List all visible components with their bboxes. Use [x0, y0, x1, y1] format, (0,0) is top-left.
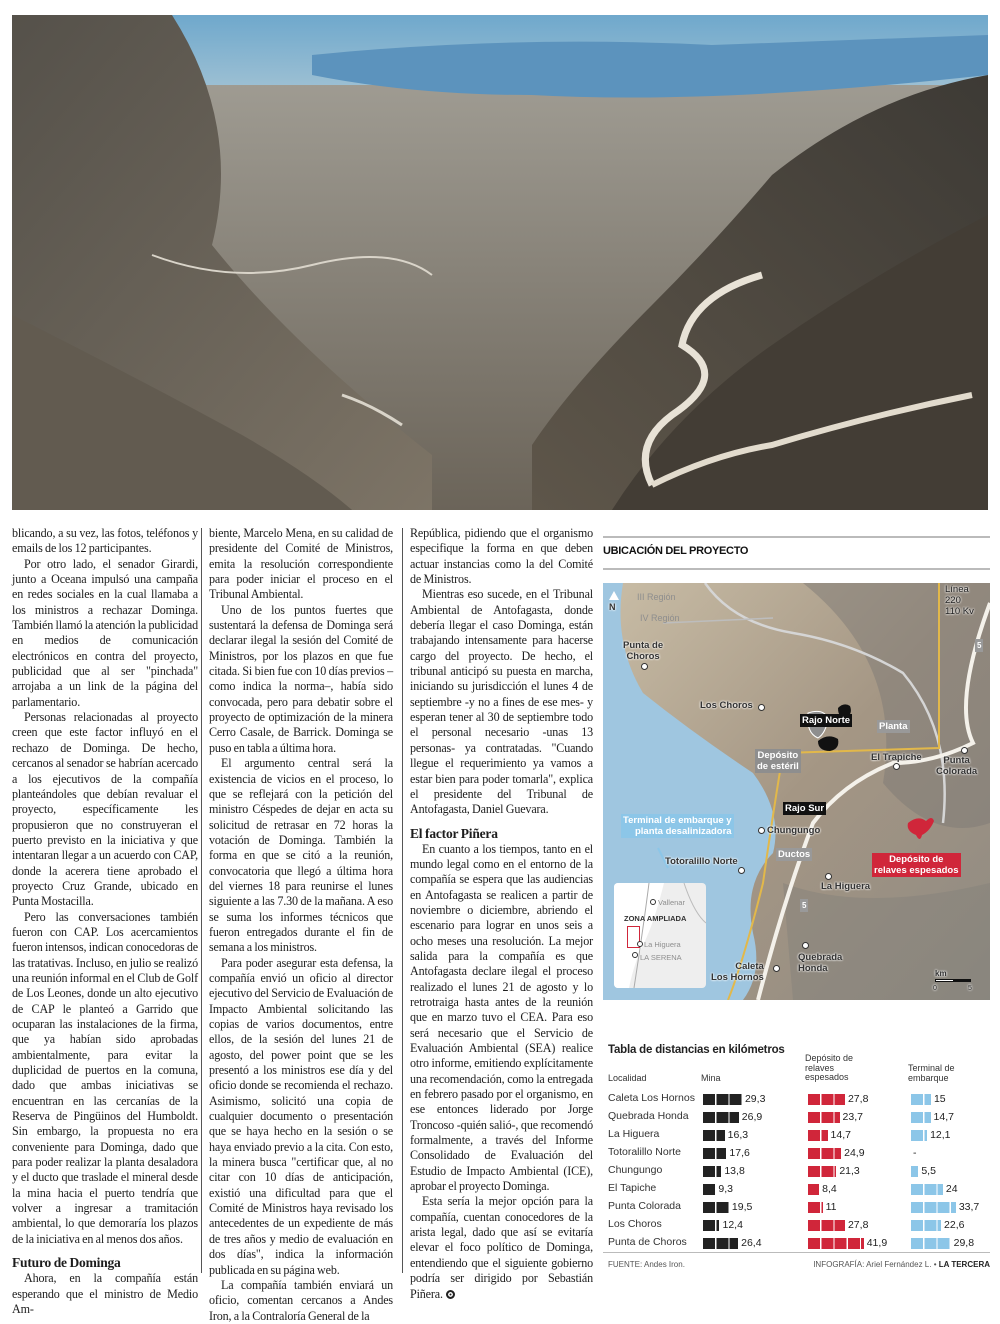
route-5-sign: 5	[977, 641, 982, 650]
inset-vallenar: Vallenar	[658, 898, 685, 907]
localidad-cell: Caleta Los Hornos	[608, 1092, 695, 1104]
terminal-bar	[911, 1112, 931, 1123]
article-column-1	[12, 526, 198, 1317]
deposito-cell	[808, 1165, 860, 1177]
table-row	[608, 1145, 988, 1160]
credit-brand: LA TERCERA	[938, 1260, 990, 1269]
deposito-value: 27,8	[847, 1093, 869, 1105]
label: de estéril	[757, 761, 799, 772]
infographic	[603, 536, 990, 1276]
label: Punta	[943, 755, 970, 766]
deposito-cell	[808, 1183, 837, 1195]
inset-la-higuera: La Higuera	[644, 940, 681, 949]
paragraph: La compañía también enviará un oficio, comentan cercanos a Andes Iron, a la Contraloría General de la	[209, 1277, 393, 1323]
power-line-label-1: Línea	[945, 584, 969, 595]
paragraph: Ahora, en la compañía están esperando que el ministro de Medio Am-	[12, 1271, 198, 1316]
town-marker	[802, 942, 809, 949]
label: Los Hornos	[711, 972, 764, 983]
column-divider	[201, 528, 202, 1273]
terminal-value: 33,7	[958, 1201, 980, 1213]
mina-cell	[703, 1219, 743, 1231]
label: Terminal de embarque y	[623, 815, 732, 826]
label: Choros	[626, 651, 660, 662]
inset-zona-ampliada: ZONA AMPLIADA	[624, 914, 687, 923]
paragraph: blicando, a su vez, las fotos, teléfonos y emails de los 12 participantes.	[12, 526, 198, 556]
header-deposito: Depósito de relaves espesados	[805, 1053, 854, 1082]
town-marker	[738, 867, 745, 874]
mina-cell	[703, 1237, 762, 1249]
paragraph: Personas relacionadas al proyecto creen que este factor influyó en el rechazo de Dominga. De hecho, cercanos al senador se habrían acercado a los ejecutivos de la compañía planteándoles que debían revaluar el proyecto, específicamente les propusieron que no construyeran el puerto previsto en la iniciativa y que intentaran llegar a un acuerdo con CAP, donde la acerera tiene aprobado el proyecto Cruz Grande, ubicado en Punta Mostacilla.	[12, 710, 198, 909]
deposito-cell	[808, 1129, 851, 1141]
paragraph: Por otro lado, el senador Girardi, junto a Oceana impulsó una campaña en redes sociales en la cual llamaba a los ministros a rechazar Dominga. También llamó la atención la publicidad en medios de comunicación electrónicos en contra del proyecto, publicidad que al ser "pinchada" arrojaba a un link de la página del parlamentario.	[12, 556, 198, 709]
place-punta-colorada	[936, 755, 977, 777]
paragraph: biente, Marcelo Mena, en su calidad de presidente del Comité de Ministros, emita la resolución correspondiente para poder iniciar el proceso en el Tribunal Ambiental.	[209, 526, 393, 602]
mina-cell	[703, 1201, 752, 1213]
table-row	[608, 1127, 988, 1142]
deposito-bar	[808, 1166, 836, 1177]
terminal-value: 29,8	[953, 1237, 975, 1249]
paragraph: Uno de los puntos fuertes que sustentará la defensa de Dominga será declarar ilegal la sesión del Comité de Ministros, por los plazos en que fue citada. Si bien fue con 10 días previos –como indica la norma–, había sido convocada, pero para debatir sobre el proyecto de optimización de la minera Cerro Casale, de Barrick. Dominga se puso en tabla a última hora.	[209, 602, 393, 755]
terminal-cell	[911, 1237, 974, 1249]
deposito-bar	[808, 1238, 864, 1249]
terminal-bar	[911, 1130, 927, 1141]
scale-max: 5	[968, 985, 972, 992]
terminal-cell	[911, 1165, 936, 1177]
paragraph: El argumento central será la existencia de vicios en el proceso, lo que se reflejará con la petición del ministro Céspedes de dejar en acta su solicitud de retrasar en 72 horas la votación de Dominga. También la forma en que se citó a la reunión, convocatoria que llegó a última hora del viernes 18 para reunirse el lunes siguiente a las 7.30 de la mañana. A eso se suma los informes técnicos que fueron entregados durante el fin de semana a los ministros.	[209, 756, 393, 955]
localidad-cell: El Tapiche	[608, 1182, 657, 1194]
table-row	[608, 1163, 988, 1178]
source-note: FUENTE: Andes Iron.	[608, 1260, 685, 1269]
place-chungungo: Chungungo	[767, 825, 821, 836]
deposito-value: 11	[825, 1201, 837, 1213]
mina-value: 26,9	[741, 1111, 763, 1123]
paragraph: Para poder asegurar esta defensa, la compañía envió un oficio al director ejecutivo del Servicio de Evaluación de Impacto Ambiental solicitando las copias de varios documentos, entre ellos, de la sesión del lunes 21 de agosto, del power point que se les presentó a los ministros ese día y del oficio donde se recomienda el rechazo. Asimismo, solicitó una copia de cualquier documento o presentación que se haya hecho en la sesión o se haya enviado previo a la cita. Con esto, la minera busca "certificar que, al no citar con 10 días de anticipación, existió una dificultad para que el Comité de Ministros haya revisado los antecedentes de un expediente de más de tres años y medio de evaluación en dos días", indica la información publicada en su página web.	[209, 955, 393, 1277]
paragraph: Esta sería la mejor opción para la compañía, cuentan conocedores de la arista legal, dado que así se evitaría elevar el foco político de Dominga, entendiendo que el siguiente gobierno podría ser dirigido por Sebastián Piñera.	[410, 1194, 593, 1301]
mina-bar	[703, 1220, 719, 1231]
deposito-bar	[808, 1130, 828, 1141]
deposito-bar	[808, 1202, 823, 1213]
terminal-cell	[911, 1219, 964, 1231]
mina-cell	[703, 1147, 750, 1159]
label: relaves espesados	[874, 865, 959, 876]
town-marker	[758, 704, 765, 711]
terminal-value: 22,6	[944, 1219, 965, 1231]
terminal-cell	[911, 1183, 958, 1195]
subheading-futuro-de-dominga: Futuro de Dominga	[12, 1255, 121, 1271]
header-localidad: Localidad	[608, 1073, 647, 1083]
label: Depósito	[757, 750, 799, 761]
feature-rajo-sur: Rajo Sur	[785, 803, 825, 814]
place-quebrada-honda	[798, 952, 842, 974]
region-iii-label: III Región	[637, 592, 676, 602]
terminal-value: -	[913, 1147, 917, 1159]
deposito-bar	[808, 1112, 840, 1123]
town-marker	[825, 873, 832, 880]
town-marker	[632, 952, 638, 958]
inset-la-serena: LA SERENA	[640, 953, 682, 962]
deposito-value: 8,4	[822, 1183, 837, 1195]
terminal-value: 15	[933, 1093, 946, 1105]
mina-cell	[703, 1183, 733, 1195]
article-column-3	[410, 526, 593, 1302]
mina-cell	[703, 1165, 745, 1177]
terminal-value: 24	[945, 1183, 958, 1195]
terminal-cell	[911, 1147, 917, 1159]
power-line-label-3: 110 Kv	[945, 606, 974, 617]
region-iv-label: IV Región	[640, 613, 680, 623]
feature-deposito-esteril	[755, 749, 801, 773]
deposito-cell	[808, 1237, 887, 1249]
terminal-bar	[911, 1202, 956, 1213]
feature-deposito-relaves	[872, 853, 961, 877]
place-la-higuera: La Higuera	[821, 881, 871, 892]
localidad-cell: La Higuera	[608, 1128, 660, 1140]
terminal-bar	[911, 1220, 941, 1231]
label: Honda	[798, 963, 828, 974]
north-label: N	[609, 602, 616, 612]
place-punta-de-choros	[623, 640, 663, 662]
deposito-value: 24,9	[844, 1147, 865, 1159]
place-los-choros: Los Choros	[700, 700, 753, 711]
town-marker	[758, 827, 765, 834]
paragraph: En cuanto a los tiempos, tanto en el mundo legal como en el entorno de la compañía se espera que las audiencias en Antofagasta se realicen a partir de noviembre o diciembre, abriendo el escenario para lograr en unos seis a ocho meses una resolución. La mejor salida para la compañía es que Antofagasta declare ilegal el proceso realizado el lunes 21 de agosto y lo retrotraiga hasta antes de la reunión que en marzo tuvo el CEA. Para eso será necesario que el Servicio de Evaluación Ambiental (SEA) realice otro informe, emitiendo explícitamente una recomendación, como la entregada en febrero pasado por el organismo, en ese entonces liderado por Jorge Troncoso -quién salió-, que recomendó formalmente, a través del Informe Consolidado de Evaluación del Estudio de Impacto Ambiental (ICE), aprobar el proyecto Dominga.	[410, 841, 593, 1194]
localidad-cell: Punta de Choros	[608, 1236, 687, 1248]
credit-note	[813, 1260, 990, 1269]
label: planta desalinizadora	[634, 826, 732, 837]
label: Colorada	[936, 766, 978, 777]
label: Caleta	[735, 961, 764, 972]
deposito-bar	[808, 1094, 845, 1105]
mina-bar	[703, 1166, 721, 1177]
table-row	[608, 1199, 988, 1214]
town-marker	[641, 663, 648, 670]
mina-cell	[703, 1129, 748, 1141]
mina-cell	[703, 1093, 765, 1105]
valley-photo	[12, 15, 988, 510]
mina-bar	[703, 1130, 725, 1141]
mina-value: 26,4	[741, 1237, 762, 1249]
label: Quebrada	[798, 952, 843, 963]
article-column-2	[209, 526, 393, 1324]
table-row	[608, 1217, 988, 1232]
mina-value: 19,5	[731, 1201, 753, 1213]
terminal-cell	[911, 1129, 951, 1141]
deposito-value: 27,8	[847, 1219, 869, 1231]
distance-table-title: Tabla de distancias en kilómetros	[608, 1044, 785, 1056]
infographic-title: UBICACIÓN DEL PROYECTO	[603, 545, 749, 557]
deposito-cell	[808, 1093, 868, 1105]
mina-bar	[703, 1184, 715, 1195]
deposito-cell	[808, 1147, 865, 1159]
localidad-cell: Chungungo	[608, 1164, 663, 1176]
scale-min: 0	[933, 985, 937, 992]
mina-value: 16,3	[727, 1129, 749, 1141]
mina-value: 9,3	[718, 1183, 733, 1195]
power-line-label-2: 220	[945, 595, 961, 606]
feature-ductos: Ductos	[778, 849, 811, 860]
divider	[603, 536, 990, 538]
label: Punta de	[623, 640, 664, 651]
town-marker	[650, 899, 656, 905]
place-caleta-los-hornos	[711, 961, 764, 983]
scale-unit: km	[935, 969, 947, 978]
paragraph: Mientras eso sucede, en el Tribunal Ambiental de Antofagasta, donde debería llegar el caso Dominga, están trabajando intensamente para hacerse cargo del proyecto. De hecho, el tribunal anticipó su puesta en marcha, iniciando su jurisdicción el lunes 4 de septiembre -y no a fines de ese mes- y esperan tener al 30 de septiembre todo el personal necesario -unas 13 personas- ya contratadas. "Cuando llegue el requerimiento ya vamos a estar bien para poder tomarla", explica el presidente del Tribunal de Antofagasta, Daniel Guevara.	[410, 587, 593, 817]
column-divider	[402, 528, 403, 1273]
feature-terminal-embarque	[621, 814, 734, 838]
subheading-el-factor-pinera: El factor Piñera	[410, 825, 498, 841]
mina-bar	[703, 1112, 739, 1123]
deposito-cell	[808, 1201, 837, 1213]
deposito-cell	[808, 1219, 868, 1231]
paragraph: Pero las conversaciones también fueron con CAP. Los acercamientos fueron intensos, indican conocedoras de las tratativas. Incluso, en julio se realizó una reunión informal en el Club de Golf de Los Leones, donde un alto ejecutivo de CAP le planteó a Garrido que ocuparan las instalaciones de la firma, que ya habían sido aprobadas ambientalmente, para evitar la duplicidad de puertos en la comuna, dado que ambas iniciativas se encuentran en las cercanías de la Reserva de Pingüinos del Humboldt. Sin embargo, la propuesta no era conveniente para Dominga, dado que para poder realizar la planta desaladora y el ducto que traslade el mineral desde la mina hacia el puerto tendría que volver a ingresar a tramitación ambiental, lo que demoraría los plazos de la iniciativa en al menos dos años.	[12, 909, 198, 1246]
mina-cell	[703, 1111, 762, 1123]
table-row	[608, 1181, 988, 1196]
divider	[603, 1252, 990, 1253]
paragraph: República, pidiendo que el organismo especifique la forma en que deben actuar instancias como la del Comité de Ministros.	[410, 526, 593, 587]
feature-rajo-norte: Rajo Norte	[802, 715, 851, 726]
divider	[603, 568, 990, 570]
terminal-cell	[911, 1111, 954, 1123]
deposito-bar	[808, 1184, 819, 1195]
localidad-cell: Quebrada Honda	[608, 1110, 689, 1122]
mina-value: 12,4	[722, 1219, 743, 1231]
mina-bar	[703, 1094, 742, 1105]
locator-inset-map	[614, 883, 706, 988]
town-marker	[773, 965, 780, 972]
header-mina: Mina	[701, 1073, 721, 1083]
table-row	[608, 1235, 988, 1250]
project-location-map	[603, 583, 990, 1000]
mina-value: 13,8	[724, 1165, 745, 1177]
deposito-value: 21,3	[839, 1165, 860, 1177]
mina-bar	[703, 1148, 726, 1159]
mina-bar	[703, 1238, 738, 1249]
town-marker	[961, 747, 968, 754]
place-totoralillo-norte: Totoralillo Norte	[665, 856, 738, 867]
north-arrow-icon	[609, 591, 619, 600]
label: Depósito de	[889, 854, 944, 865]
town-marker	[893, 763, 900, 770]
table-row	[608, 1109, 988, 1124]
credit-author: INFOGRAFÍA: Ariel Fernández L. •	[813, 1260, 937, 1269]
scale-ruler	[935, 979, 971, 982]
place-el-trapiche: El Trapiche	[871, 752, 922, 763]
feature-planta: Planta	[879, 721, 908, 732]
terminal-bar	[911, 1166, 918, 1177]
deposito-cell	[808, 1111, 863, 1123]
table-row	[608, 1091, 988, 1106]
power-line-label	[945, 584, 974, 617]
mountain-valley-image	[12, 15, 988, 510]
terminal-value: 12,1	[930, 1129, 951, 1141]
mina-value: 17,6	[729, 1147, 750, 1159]
terminal-bar	[911, 1238, 951, 1249]
deposito-bar	[808, 1148, 841, 1159]
terminal-value: 14,7	[933, 1111, 954, 1123]
deposito-value: 41,9	[866, 1237, 888, 1249]
terminal-cell	[911, 1201, 979, 1213]
terminal-cell	[911, 1093, 946, 1105]
terminal-bar	[911, 1094, 931, 1105]
header-terminal: Terminal de embarque	[908, 1063, 955, 1083]
terminal-value: 5,5	[921, 1165, 936, 1177]
terminal-bar	[911, 1184, 943, 1195]
mina-bar	[703, 1202, 729, 1213]
deposito-bar	[808, 1220, 845, 1231]
town-marker	[637, 941, 643, 947]
deposito-value: 23,7	[842, 1111, 863, 1123]
end-of-article-icon	[446, 1290, 455, 1299]
localidad-cell: Totoralillo Norte	[608, 1146, 681, 1158]
deposito-value: 14,7	[830, 1129, 851, 1141]
scale-bar	[933, 968, 973, 992]
localidad-cell: Los Choros	[608, 1218, 662, 1230]
mina-value: 29,3	[744, 1093, 766, 1105]
localidad-cell: Punta Colorada	[608, 1200, 681, 1212]
route-5-sign: 5	[802, 901, 807, 910]
